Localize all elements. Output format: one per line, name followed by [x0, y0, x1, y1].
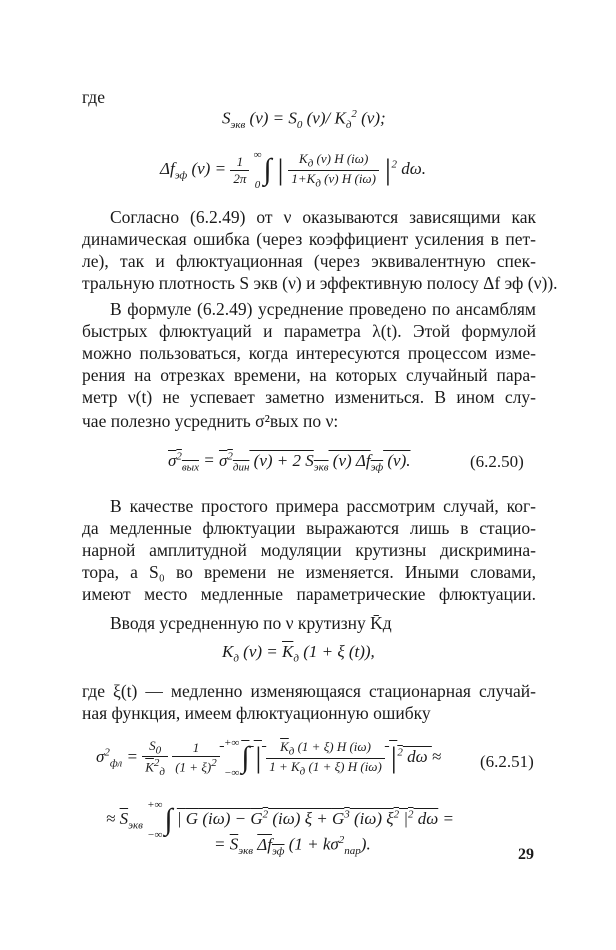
formula-delta-f: $\Delta f_{эф}$ (ν) = $\frac{1}{2\pi}$ ∞ 0 ∫ | $\frac{K_д (\nu) H (i\omega)}{1+K_д (\nu) H (i\omega)}$ $|^2$ dω. — [160, 149, 426, 191]
paragraph-line: В качестве простого примера рассмотрим случай, ког- — [110, 496, 536, 516]
paragraph-line: Вводя усредненную по ν крутизну K̄д — [110, 613, 392, 633]
intro-word: где — [82, 87, 105, 107]
paragraph-line: быстрых флюктуаций и параметра λ(t). Этой формулой — [82, 321, 536, 341]
equation-label: (6.2.50) — [470, 452, 524, 471]
equation-label: (6.2.51) — [480, 752, 534, 771]
equation-6-2-50: $\sigma^2_{вых} = \sigma^2_{дин}$ (ν) + 2 $S_{экв}$ (ν) $\Delta f_{эф}$ (ν). — [168, 450, 411, 474]
equation-6-2-51-line3: = $\overline{S}_{экв}$ $\Delta f_{эф}$ $(1 + k\sigma^2_{пар})$. — [214, 834, 371, 858]
paragraph-line: да медленные флюктуации выражаются лишь в стацио- — [82, 518, 536, 538]
paragraph-line: В формуле (6.2.49) усреднение проведено по ансамблям — [110, 299, 536, 319]
paragraph-line: можно пользоваться, когда интересуются процессом изме- — [82, 343, 536, 363]
paragraph-line: метр ν(t) не успевает заметно измениться. В ином слу- — [82, 387, 536, 407]
paragraph-line: имеют место медленные параметрические флюктуации. — [82, 584, 536, 604]
paragraph-line: ная функция, имеем флюктуационную ошибку — [82, 703, 431, 723]
paragraph-line: где ξ(t) — медленно изменяющаяся стационарная случай- — [82, 681, 536, 701]
paragraph-line: тора, а S₀ во времени не изменяется. Иными словами, — [82, 562, 536, 582]
equation-6-2-51-line1: $\sigma^2_{фл}$ = $\frac{S_0}{\overline{K}^2_д}$ $\frac{1}{(1 + \xi)^2}$ +∞ −∞∫ | $\frac{K_д (1 + \xi) H (i\omega)}{1 + K_д (1 + \xi) H (i\omega)}$ $|^2$ dω ≈ — [96, 737, 442, 779]
paragraph-line: рения на отрезках времени, на которых случайный пара- — [82, 365, 536, 385]
paragraph-line: Согласно (6.2.49) от ν оказываются зависящими как — [110, 207, 536, 227]
paragraph-line: чае полезно усреднить σ²вых по ν: — [82, 411, 339, 431]
paragraph-line: динамическая ошибка (через коэффициент усиления в пет- — [82, 229, 536, 249]
formula-s-equiv: $S_{экв}$ $(\nu) = S_0$ (ν)/ $K_д^2$ (ν); — [222, 108, 386, 132]
formula-k-nu: $K_д$ $(\nu) = \overline{K}_д$ (1 + ξ (t)), — [222, 642, 375, 665]
page-number: 29 — [518, 846, 534, 863]
paragraph-line: ле), так и флюктуационная (через эквивалентную спек- — [82, 251, 536, 271]
equation-6-2-51-line2: ≈ $\overline{S}_{экв}$ +∞ −∞∫ | G $(i\omega) - G^2$ (iω) $\xi + G^3$ (iω) $\xi^2$ $|^2$ dω = — [106, 799, 454, 841]
paragraph-line: нарной амплитудной модуляции крутизны дискримина- — [82, 540, 536, 560]
paragraph-line: тральную плотность S экв (ν) и эффективную полосу Δf эф (ν)). — [82, 273, 558, 293]
